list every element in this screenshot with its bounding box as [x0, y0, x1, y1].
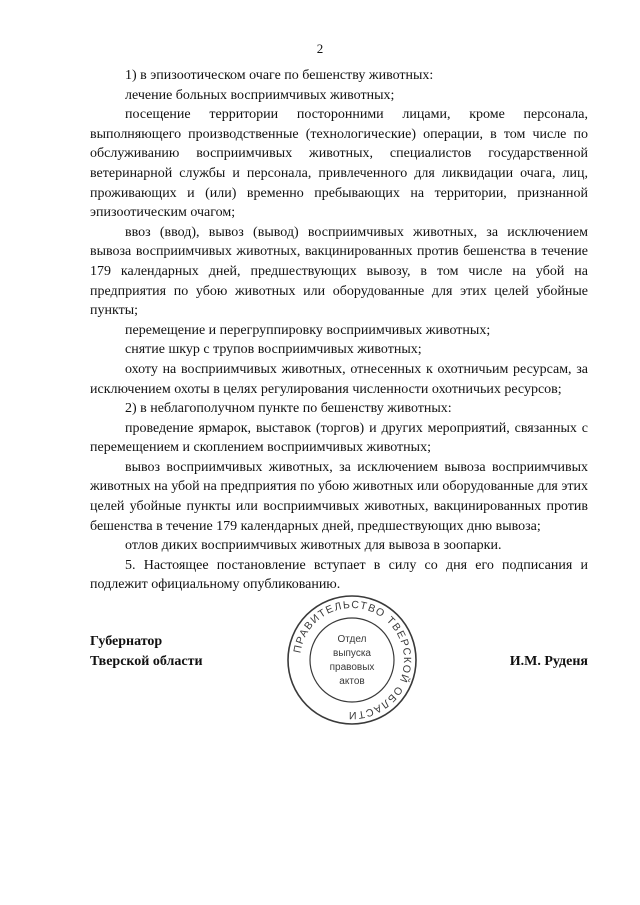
seal-ring-text: ПРАВИТЕЛЬСТВО ТВЕРСКОЙ ОБЛАСТИ	[291, 598, 414, 722]
seal-center-line3: правовых	[329, 662, 375, 673]
signatory-title-line1: Губернатор	[90, 634, 163, 649]
paragraph: посещение территории посторонними лицами, кроме персонала, выполняющего производственные (технологические) операции, в том числе по обслуживанию восприимчивых животных, специалистов государственной ветеринарной службы и персонала, привлеченного для ликвидации очага, лиц, проживающих и (или) временно пребывающих на территории, признанной эпизоотическим очагом;	[90, 107, 588, 221]
seal-center-line1: Отдел	[337, 634, 367, 645]
page-number: 2	[316, 41, 324, 56]
paragraph: ввоз (ввод), вывоз (вывод) восприимчивых животных, за исключением вывоза восприимчивых животных, вакцинированных против бешенства в течение 179 календарных дней, предшествующих вывозу, в том числе на убой на предприятия по убою животных или оборудованные для этих целей убойные пункты;	[90, 224, 588, 319]
paragraph: перемещение и перегруппировку восприимчивых животных;	[125, 322, 491, 338]
paragraph: 1) в эпизоотическом очаге по бешенству животных:	[125, 68, 434, 83]
official-seal	[284, 592, 420, 728]
paragraph: лечение больных восприимчивых животных;	[125, 87, 395, 103]
paragraph: 2) в неблагополучном пункте по бешенству животных:	[125, 401, 452, 417]
paragraph: отлов диких восприимчивых животных для вывоза в зоопарки.	[125, 538, 502, 554]
seal-center-line2: выпуска	[333, 648, 371, 659]
seal-outer-ring	[288, 596, 416, 724]
decree-body	[90, 66, 588, 595]
signatory-title-line2: Тверской области	[90, 654, 203, 669]
seal-inner-ring	[310, 618, 394, 702]
signatory-title	[90, 632, 203, 672]
paragraph: снятие шкур с трупов восприимчивых животных;	[125, 342, 422, 358]
paragraph: вывоз восприимчивых животных, за исключением вывоза восприимчивых животных на убой на предприятия по убою животных или оборудованные для этих целей убойные пункты или восприимчивых животных, вакцинированных против бешенства в течение 179 календарных дней, предшествующих дню вывоза;	[90, 459, 588, 534]
seal-center-line4: актов	[339, 676, 365, 687]
paragraph: 5. Настоящее постановление вступает в силу со дня его подписания и подлежит официальному опубликованию.	[90, 557, 588, 593]
signature-block	[90, 598, 588, 752]
paragraph: проведение ярмарок, выставок (торгов) и других мероприятий, связанных с перемещением и скоплением восприимчивых животных;	[90, 420, 588, 456]
signatory-name: И.М. Руденя	[509, 654, 588, 669]
paragraph: охоту на восприимчивых животных, отнесенных к охотничьим ресурсам, за исключением охоты в целях регулирования численности охотничьих ресурсов;	[90, 361, 588, 397]
